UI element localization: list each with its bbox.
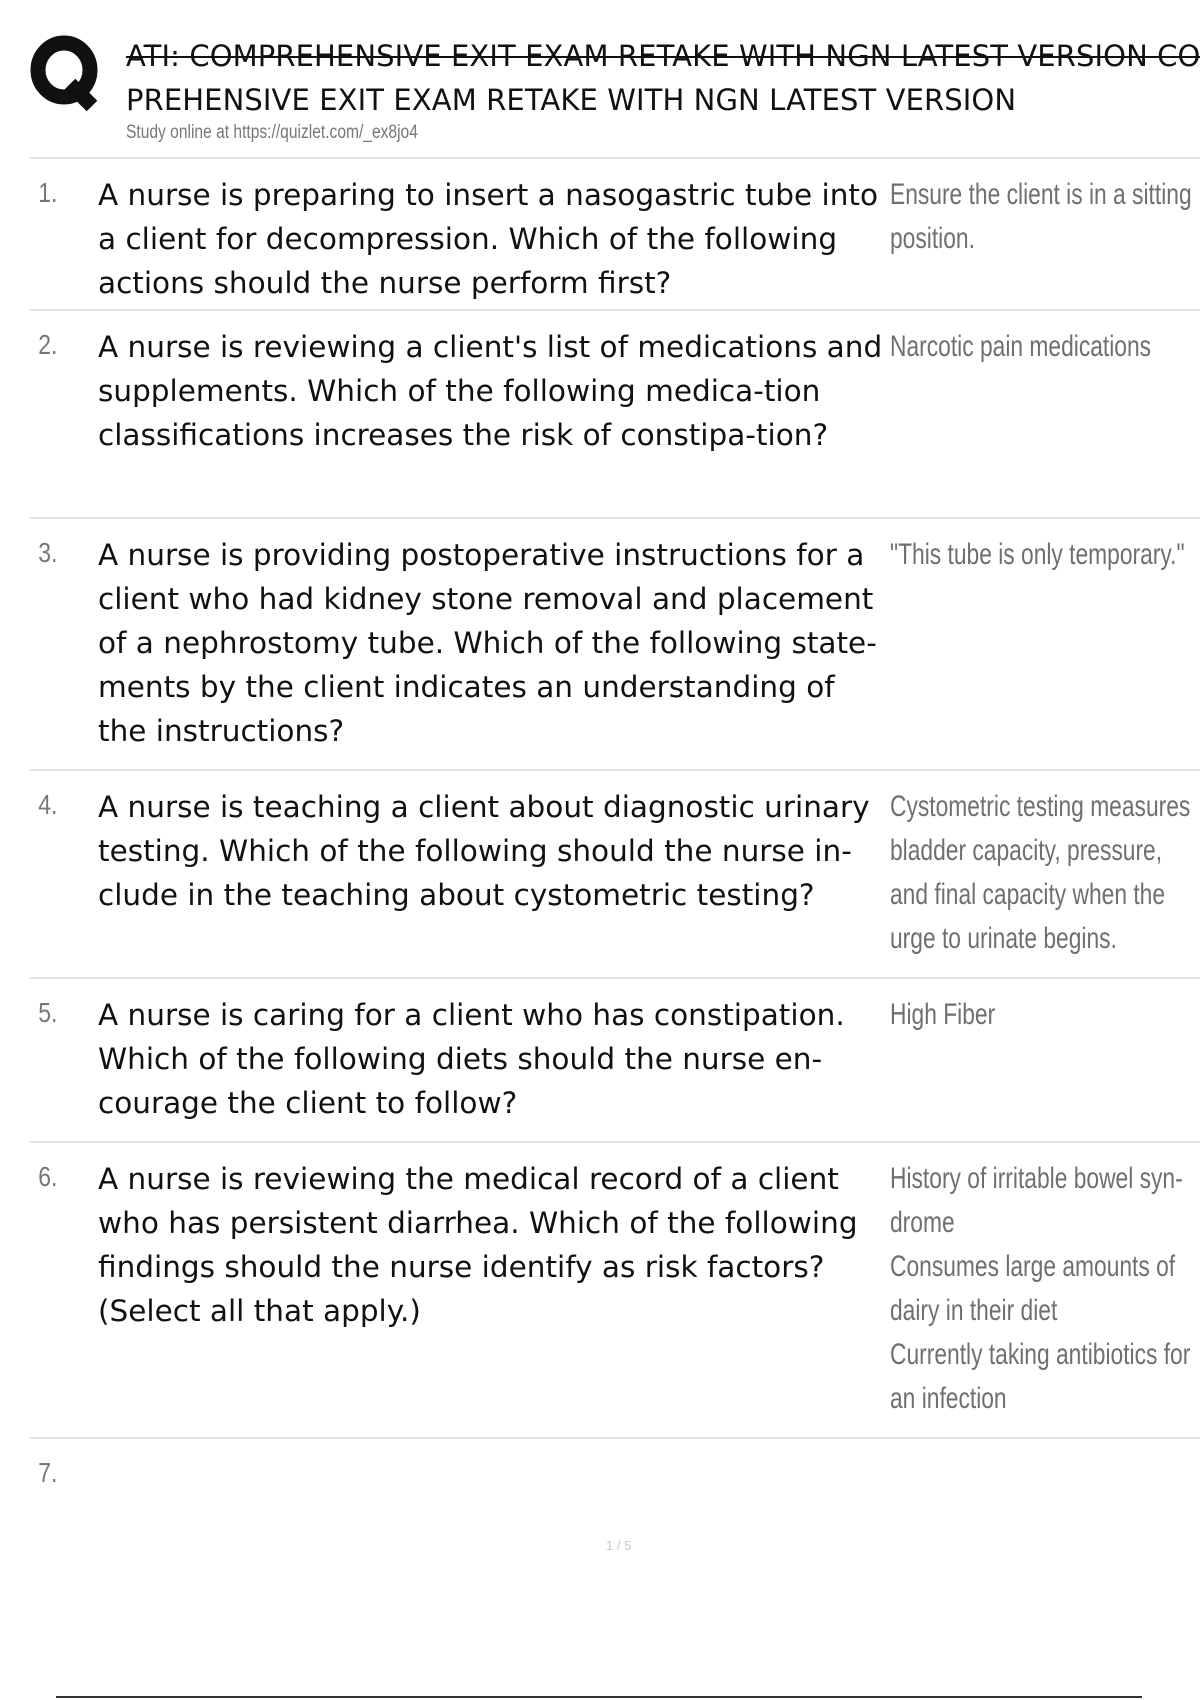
card-answer — [888, 993, 1200, 1141]
card-answer — [888, 785, 1200, 977]
card-question: A nurse is caring for a client who has constipation. Which of the following diets should the nurse en-courage the client to follow? — [98, 998, 845, 1120]
study-online-link[interactable]: Study online at https://quizlet.com/_ex8jo4 — [126, 122, 418, 143]
answer-line: Ensure the client is in a sitting — [890, 178, 1192, 211]
answer-line: "This tube is only temporary." — [890, 538, 1185, 571]
answer-line: and final capacity when the — [890, 878, 1166, 911]
card-number: 1. — [38, 177, 58, 208]
card-question — [98, 1453, 888, 1517]
card-answer — [888, 533, 1200, 769]
card-answer — [888, 173, 1200, 309]
flashcard-row — [30, 309, 1200, 517]
flashcard-row — [30, 1141, 1200, 1437]
flashcard-row — [30, 157, 1200, 309]
answer-line: dairy in their diet — [890, 1294, 1058, 1327]
bottom-divider — [56, 1696, 1142, 1698]
card-answer — [888, 1157, 1200, 1437]
answer-line: Currently taking antibiotics for — [890, 1338, 1191, 1371]
card-number: 2. — [38, 329, 58, 360]
card-number: 7. — [38, 1457, 58, 1488]
answer-line: Consumes large amounts of — [890, 1250, 1176, 1283]
title-line-1: ATI: COMPREHENSIVE EXIT EXAM RETAKE WITH NGN LATEST VERSION CO — [126, 39, 1200, 73]
card-question: A nurse is preparing to insert a nasogastric tube into a client for decompression. Which of the following actions should the nurse perform first? — [98, 178, 879, 300]
page-number: 1 / 5 — [606, 1538, 632, 1553]
card-number: 4. — [38, 789, 58, 820]
answer-line: an infection — [890, 1382, 1007, 1415]
flashcard-row — [30, 1437, 1200, 1517]
answer-line: Narcotic pain medications — [890, 330, 1152, 363]
card-answer — [888, 1453, 1200, 1517]
card-number: 3. — [38, 537, 58, 568]
flashcard-list — [30, 157, 1200, 1517]
answer-line: bladder capacity, pressure, — [890, 834, 1163, 867]
card-number: 5. — [38, 997, 58, 1028]
answer-line: History of irritable bowel syn- — [890, 1162, 1183, 1195]
card-question: A nurse is providing postoperative instructions for a client who had kidney stone removal and placement of a nephrostomy tube. Which of the following state-ments by the client indicates an understanding of the instructions? — [98, 538, 877, 748]
card-number: 6. — [38, 1161, 58, 1192]
document-title — [126, 34, 1200, 122]
flashcard-row — [30, 517, 1200, 769]
card-question: A nurse is reviewing a client's list of medications and supplements. Which of the following medica-tion classifications increases the risk of constipa-tion? — [98, 330, 883, 452]
card-answer — [888, 325, 1200, 517]
flashcard-row — [30, 769, 1200, 977]
answer-line: urge to urinate begins. — [890, 922, 1117, 955]
card-question: A nurse is reviewing the medical record of a client who has persistent diarrhea. Which of the following findings should the nurse identify as risk factors? (Select all that apply.) — [98, 1162, 858, 1328]
answer-line: drome — [890, 1206, 955, 1239]
title-line-2: PREHENSIVE EXIT EXAM RETAKE WITH NGN LATEST VERSION — [126, 83, 1017, 117]
answer-line: High Fiber — [890, 998, 996, 1031]
card-question: A nurse is teaching a client about diagnostic urinary testing. Which of the following should the nurse in-clude in the teaching about cystometric testing? — [98, 790, 870, 912]
answer-line: Cystometric testing measures — [890, 790, 1191, 823]
quizlet-logo-icon — [30, 32, 104, 112]
answer-line: position. — [890, 222, 975, 255]
flashcard-row — [30, 977, 1200, 1141]
